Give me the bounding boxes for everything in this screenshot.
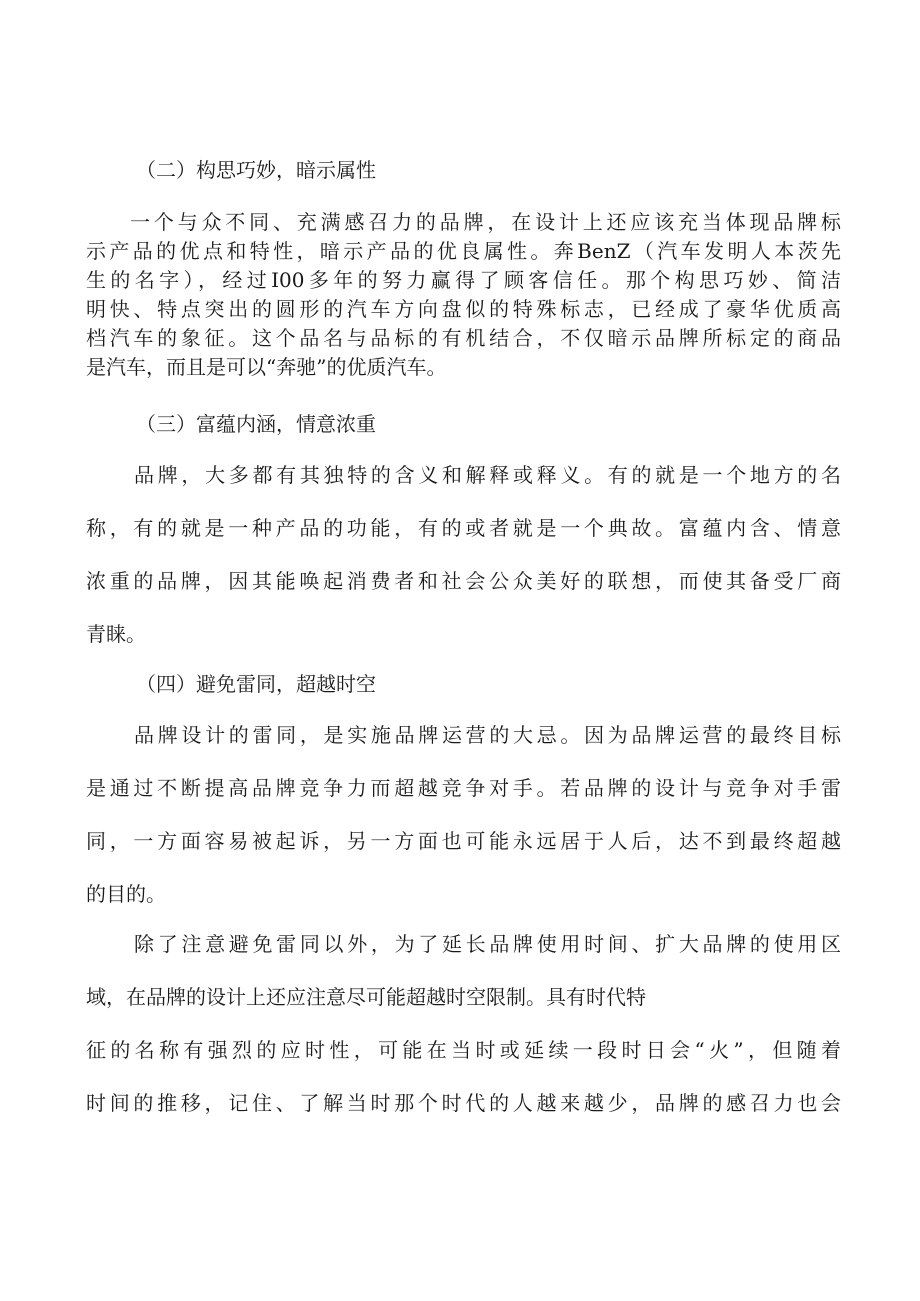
paragraph-line: 档汽车的象征。这个品名与品标的有机结合，不仅暗示品牌所标定的商品 xyxy=(86,326,841,350)
paragraph-line: 品牌，大多都有其独特的含义和解释或释义。有的就是一个地方的名 xyxy=(134,463,841,487)
paragraph-brand-meaning xyxy=(86,461,841,673)
paragraph-brand-design xyxy=(86,208,841,382)
paragraph-line: 青睐。 xyxy=(86,622,146,646)
paragraph-line: 征的名称有强烈的应时性，可能在当时或延续一段时日会“火”，但随着 xyxy=(86,1038,841,1062)
paragraph-line: 除了注意避免雷同以外，为了延长品牌使用时间、扩大品牌的使用区 xyxy=(134,932,841,956)
paragraph-line: 示产品的优点和特性，暗示产品的优良属性。奔BenZ（汽车发明人本茨先 xyxy=(86,239,841,263)
paragraph-line: 生的名字），经过I00多年的努力赢得了顾客信任。那个构思巧妙、简洁 xyxy=(86,268,841,292)
paragraph-line: 一个与众不同、充满感召力的品牌，在设计上还应该充当体现品牌标 xyxy=(130,210,841,234)
section-heading-2: （二）构思巧妙，暗示属性 xyxy=(136,158,376,182)
paragraph-line: 域，在品牌的设计上还应注意尽可能超越时空限制。具有时代特 xyxy=(86,985,646,1009)
paragraph-line: 是通过不断提高品牌竞争力而超越竞争对手。若品牌的设计与竞争对手雷 xyxy=(86,776,841,800)
section-heading-4: （四）避免雷同，超越时空 xyxy=(136,672,376,696)
paragraph-line: 时间的推移，记住、了解当时那个时代的人越来越少，品牌的感召力也会 xyxy=(86,1091,841,1115)
paragraph-line: 同，一方面容易被起诉，另一方面也可能永远居于人后，达不到最终超越 xyxy=(86,829,841,853)
paragraph-line: 是汽车，而且是可以“奔驰”的优质汽车。 xyxy=(86,355,447,379)
paragraph-line: 浓重的品牌，因其能唤起消费者和社会公众美好的联想，而使其备受厂商 xyxy=(86,569,841,593)
paragraph-line: 的目的。 xyxy=(86,882,166,906)
paragraph-beyond-time xyxy=(86,930,841,1142)
paragraph-line: 明快、特点突出的圆形的汽车方向盘似的特殊标志，已经成了豪华优质高 xyxy=(86,297,841,321)
paragraph-avoid-similarity xyxy=(86,721,841,933)
section-heading-3: （三）富蕴内涵，情意浓重 xyxy=(136,412,376,436)
paragraph-line: 品牌设计的雷同，是实施品牌运营的大忌。因为品牌运营的最终目标 xyxy=(134,723,841,747)
paragraph-line: 称，有的就是一种产品的功能，有的或者就是一个典故。富蕴内含、情意 xyxy=(86,516,841,540)
